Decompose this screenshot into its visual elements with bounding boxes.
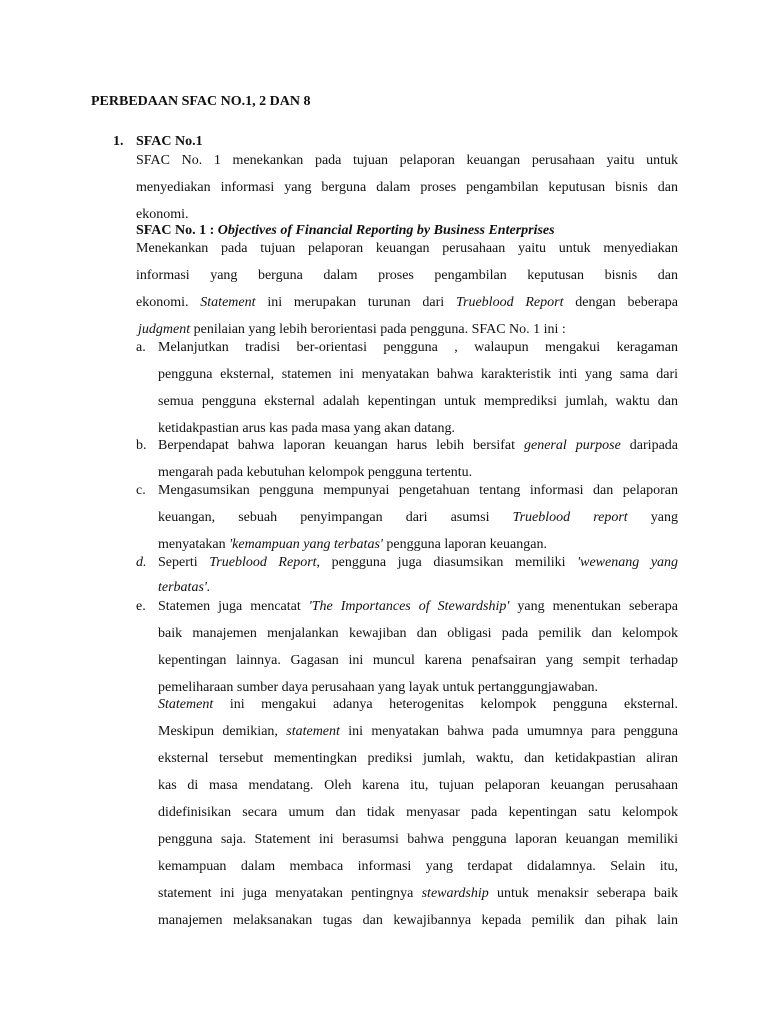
list-item-line: Seperti Trueblood Report, pengguna juga diasumsikan memiliki 'wewenang yang (158, 555, 679, 570)
list-item-line: Mengasumsikan pengguna mempunyai pengetahuan tentang informasi dan pelaporan (158, 483, 678, 498)
paragraph-line: informasi yang berguna dalam proses pengambilan keputusan bisnis dan (136, 268, 678, 283)
paragraph-line: Menekankan pada tujuan pelaporan keuangan perusahaan yaitu untuk menyediakan (136, 241, 678, 256)
list-item-line: terbatas'. (158, 580, 211, 595)
intro-line: menyediakan informasi yang berguna dalam proses pengambilan keputusan bisnis dan (136, 180, 678, 195)
list-item-line: ketidakpastian arus kas pada masa yang akan datang. (158, 421, 456, 436)
closing-line: didefinisikan secara umum dan tidak menyasar pada kepentingan satu kelompok (158, 805, 678, 820)
subsection-prefix: SFAC No. 1 : (136, 223, 215, 238)
list-marker: a. (136, 340, 146, 355)
list-marker: c. (136, 483, 146, 498)
list-item-line: baik manajemen menjalankan kewajiban dan obligasi pada pemilik dan kelompok (158, 626, 678, 641)
closing-line: Meskipun demikian, statement ini menyatakan bahwa pada umumnya para pengguna (158, 724, 679, 739)
closing-line: statement ini juga menyatakan pentingnya stewardship untuk menaksir seberapa baik (158, 886, 679, 901)
list-item-line: mengarah pada kebutuhan kelompok pengguna tertentu. (158, 465, 473, 480)
list-item-line: semua pengguna eksternal adalah kepentingan untuk memprediksi jumlah, waktu dan (158, 394, 678, 409)
list-item-line: pengguna eksternal, statemen ini menyatakan bahwa karakteristik inti yang sama dari (158, 367, 678, 382)
paragraph-line: ekonomi. Statement ini merupakan turunan dari Trueblood Report dengan beberapa (136, 295, 679, 310)
list-item-line: Berpendapat bahwa laporan keuangan harus lebih bersifat general purpose daripada (158, 438, 678, 453)
list-marker: b. (136, 438, 147, 453)
section-heading: SFAC No.1 (136, 134, 203, 149)
intro-line: SFAC No. 1 menekankan pada tujuan pelaporan keuangan perusahaan yaitu untuk (136, 153, 678, 168)
intro-line: ekonomi. (136, 207, 189, 222)
list-item-line: pemeliharaan sumber daya perusahaan yang layak untuk pertanggungjawaban. (158, 680, 599, 695)
section-number: 1. (113, 134, 124, 149)
list-item-line: keuangan, sebuah penyimpangan dari asumsi Trueblood report yang (158, 510, 679, 525)
subsection-title: Objectives of Financial Reporting by Business Enterprises (217, 223, 555, 238)
closing-line: eksternal tersebut mementingkan prediksi jumlah, waktu, dan ketidakpastian aliran (158, 751, 678, 766)
list-item-line: Melanjutkan tradisi ber-orientasi pengguna , walaupun mengakui keragaman (158, 340, 678, 355)
closing-line: Statement ini mengakui adanya heterogenitas kelompok pengguna eksternal. (158, 697, 679, 712)
document-title: PERBEDAAN SFAC NO.1, 2 DAN 8 (91, 94, 311, 109)
list-marker: e. (136, 599, 146, 614)
paragraph-line: judgment penilaian yang lebih berorientasi pada pengguna. SFAC No. 1 ini : (138, 322, 566, 337)
list-item-line: Statemen juga mencatat 'The Importances of Stewardship' yang menentukan seberapa (158, 599, 679, 614)
list-item-line: kepentingan lainnya. Gagasan ini muncul karena penafsairan yang sempit terhadap (158, 653, 678, 668)
subsection-heading (136, 223, 555, 239)
closing-line: pengguna saja. Statement ini berasumsi bahwa pengguna laporan keuangan memiliki (158, 832, 678, 847)
closing-line: manajemen melaksanakan tugas dan kewajibannya kepada pemilik dan pihak lain (158, 913, 678, 928)
closing-line: kemampuan dalam membaca informasi yang terdapat didalamnya. Selain itu, (158, 859, 678, 874)
list-marker: d. (136, 555, 147, 570)
closing-line: kas di masa mendatang. Oleh karena itu, tujuan pelaporan keuangan perusahaan (158, 778, 678, 793)
list-item-line: menyatakan 'kemampuan yang terbatas' pengguna laporan keuangan. (158, 537, 547, 552)
